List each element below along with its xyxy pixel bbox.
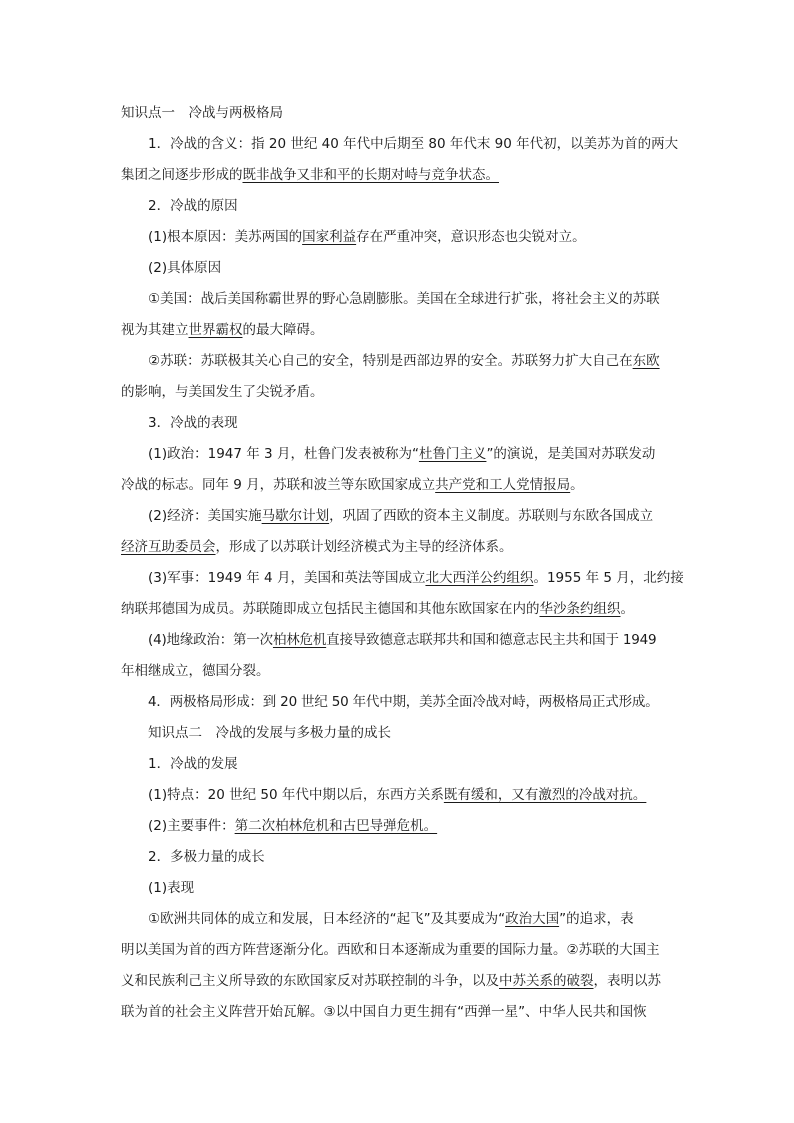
subheading: 2．多极力量的成长: [148, 849, 265, 865]
paragraph-line: (2)主要事件：第二次柏林危机和古巴导弹危机。: [148, 818, 438, 834]
paragraph-line: (1)表现: [148, 880, 195, 896]
paragraph-line: (2)经济：美国实施马歇尔计划，巩固了西欧的资本主义制度。苏联则与东欧各国成立: [148, 508, 654, 524]
paragraph-line: (2)具体原因: [148, 260, 222, 276]
paragraph-line: 明以美国为首的西方阵营逐渐分化。西欧和日本逐渐成为重要的国际力量。②苏联的大国主: [121, 942, 660, 958]
paragraph-line: ②苏联：苏联极其关心自己的安全，特别是西部边界的安全。苏联努力扩大自己在东欧: [148, 353, 660, 369]
paragraph-line: 1．冷战的含义：指 20 世纪 40 年代中后期至 80 年代末 90 年代初，以美苏为首的两大: [148, 136, 679, 152]
paragraph-line: (1)政治：1947 年 3 月，杜鲁门发表被称为“杜鲁门主义”的演说，是美国对苏联发动: [148, 446, 656, 462]
underlined-term: 政治大国: [505, 911, 560, 927]
underlined-term: 东欧: [632, 353, 660, 369]
subheading: 1．冷战的发展: [148, 756, 238, 772]
paragraph-line: (3)军事：1949 年 4 月，美国和英法等国成立北大西洋公约组织。1955 年 5 月，北约接: [148, 570, 684, 586]
paragraph-line: 联为首的社会主义阵营开始瓦解。③以中国自力更生拥有“西弹一星”、中华人民共和国恢: [121, 1004, 647, 1020]
subheading: 2．冷战的原因: [148, 198, 238, 214]
underlined-term: 中苏关系的破裂: [499, 973, 594, 989]
underlined-term: 既有缓和，又有激烈的冷战对抗。: [443, 787, 647, 803]
paragraph-line: (1)根本原因：美苏两国的国家利益存在严重冲突，意识形态也尖锐对立。: [148, 229, 586, 245]
underlined-term: 北大西洋公约组织: [425, 570, 534, 586]
underlined-term: 世界霸权: [188, 322, 243, 338]
paragraph-line: 冷战的标志。同年 9 月，苏联和波兰等东欧国家成立共产党和工人党情报局。: [121, 477, 584, 493]
underlined-term: 经济互助委员会: [121, 539, 216, 555]
underlined-term: 华沙条约组织: [539, 601, 621, 617]
section-heading-1: 知识点一 冷战与两极格局: [121, 105, 283, 121]
underlined-term: 国家利益: [302, 229, 357, 245]
paragraph-line: 义和民族利己主义所导致的东欧国家反对苏联控制的斗争，以及中苏关系的破裂，表明以苏: [121, 973, 661, 989]
paragraph-line: ①美国：战后美国称霸世界的野心急剧膨胀。美国在全球进行扩张，将社会主义的苏联: [148, 291, 660, 307]
underlined-term: 马歇尔计划: [261, 508, 330, 524]
underlined-term: 既非战争又非和平的长期对峙与竞争状态。: [242, 167, 499, 183]
paragraph-line: ①欧洲共同体的成立和发展，日本经济的“起飞”及其要成为“政治大国”的追求，表: [148, 911, 634, 927]
paragraph-line: 视为其建立世界霸权的最大障碍。: [121, 322, 324, 338]
underlined-term: 共产党和工人党情报局: [435, 477, 571, 493]
underlined-term: 柏林危机: [272, 632, 327, 648]
paragraph-line: (4)地缘政治：第一次柏林危机直接导致德意志联邦共和国和德意志民主共和国于 1949: [148, 632, 657, 648]
paragraph-line: 年相继成立，德国分裂。: [121, 663, 270, 679]
underlined-term: 杜鲁门主义: [418, 446, 487, 462]
paragraph-line: 集团之间逐步形成的既非战争又非和平的长期对峙与竞争状态。: [121, 167, 499, 183]
paragraph-line: 纳联邦德国为成员。苏联随即成立包括民主德国和其他东欧国家在内的华沙条约组织。: [121, 601, 634, 617]
paragraph-line: 的影响，与美国发生了尖锐矛盾。: [121, 384, 324, 400]
subheading: 3．冷战的表现: [148, 415, 238, 431]
section-heading-2: 知识点二 冷战的发展与多极力量的成长: [148, 725, 391, 741]
underlined-term: 第二次柏林危机和古巴导弹危机。: [234, 818, 438, 834]
paragraph-line: 经济互助委员会，形成了以苏联计划经济模式为主导的经济体系。: [121, 539, 513, 555]
paragraph-line: (1)特点：20 世纪 50 年代中期以后，东西方关系既有缓和，又有激烈的冷战对抗。: [148, 787, 647, 803]
paragraph-line: 4．两极格局形成：到 20 世纪 50 年代中期，美苏全面冷战对峙，两极格局正式形成。: [148, 694, 659, 710]
